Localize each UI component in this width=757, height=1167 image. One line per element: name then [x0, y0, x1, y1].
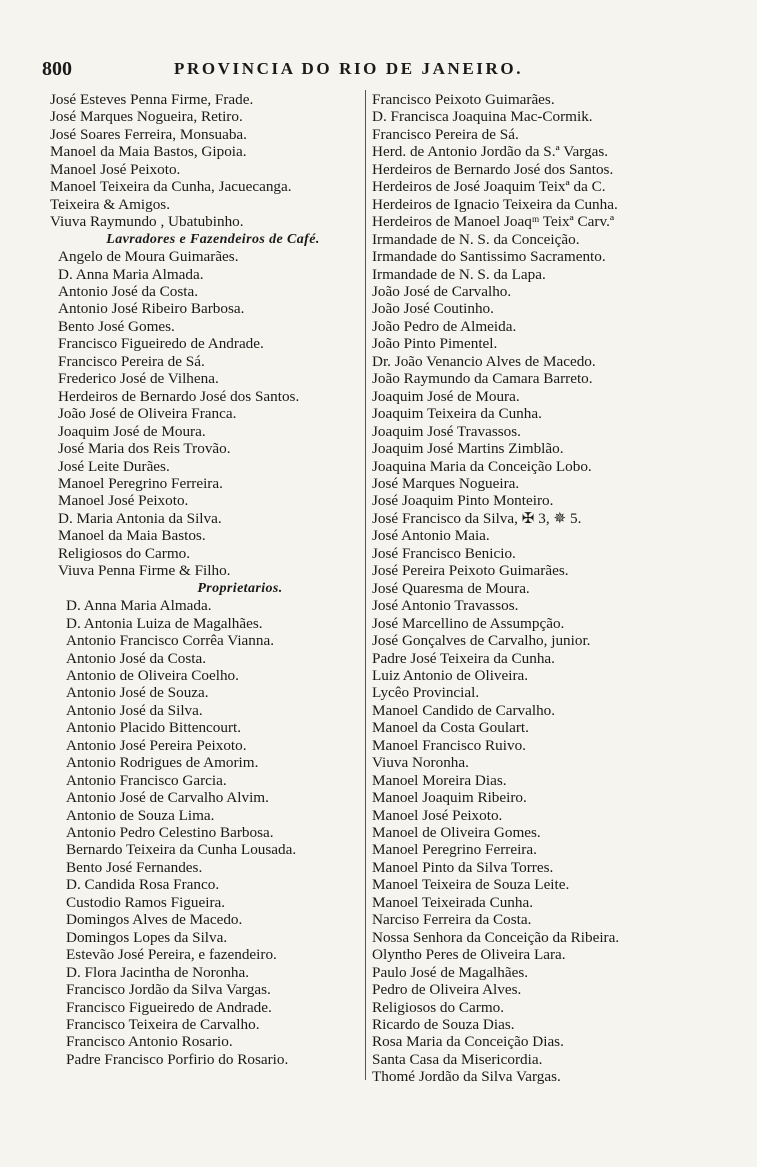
- proprietarios-continued-list: [372, 91, 702, 1086]
- list-entry: Herd. de Antonio Jordão da S.ª Vargas.: [372, 143, 609, 161]
- page-header: [42, 58, 552, 82]
- intro-list: [50, 91, 360, 231]
- section-title-lavradores: Lavradores e Fazendeiros de Café.: [106, 231, 320, 247]
- list-entry: José Marques Nogueira.: [372, 474, 520, 492]
- list-entry: Santa Casa da Misericordia.: [372, 1050, 543, 1068]
- list-entry: Herdeiros de José Joaquim Teixª da C.: [372, 178, 606, 196]
- list-entry: Manoel José Peixoto.: [58, 492, 189, 510]
- list-entry: Custodio Ramos Figueira.: [66, 893, 226, 911]
- list-entry: Francisco Peixoto Guimarães.: [372, 91, 555, 108]
- list-entry: Francisco Figueiredo de Andrade.: [58, 335, 264, 353]
- list-entry: Irmandade de N. S. da Conceição.: [372, 230, 580, 248]
- list-entry: Antonio Francisco Corrêa Vianna.: [66, 632, 275, 650]
- list-entry: D. Antonia Luiza de Magalhães.: [66, 614, 263, 632]
- list-entry: Thomé Jordão da Silva Vargas.: [372, 1068, 561, 1086]
- list-entry: José Maria dos Reis Trovão.: [58, 440, 231, 458]
- list-entry: Manoel Teixeira de Souza Leite.: [372, 876, 570, 894]
- list-entry: José Leite Durães.: [58, 457, 170, 475]
- list-entry: Antonio José de Carvalho Alvim.: [66, 789, 269, 807]
- list-entry: Nossa Senhora da Conceição da Ribeira.: [372, 928, 620, 946]
- list-entry: Manoel Joaquim Ribeiro.: [372, 789, 527, 807]
- proprietarios-list: [50, 597, 360, 1068]
- list-entry: D. Anna Maria Almada.: [66, 597, 212, 615]
- list-entry: Irmandade do Santissimo Sacramento.: [372, 248, 606, 266]
- list-entry: Manoel Peregrino Ferreira.: [372, 841, 537, 859]
- list-entry: Irmandade de N. S. da Lapa.: [372, 265, 546, 283]
- list-entry: Antonio Placido Bittencourt.: [66, 719, 242, 737]
- list-entry: Manoel de Oliveira Gomes.: [372, 824, 541, 842]
- list-entry: Francisco Antonio Rosario.: [66, 1033, 233, 1051]
- running-head-title: PROVINCIA DO RIO DE JANEIRO.: [174, 59, 524, 78]
- list-entry: Angelo de Moura Guimarães.: [58, 248, 239, 266]
- list-entry: José Pereira Peixoto Guimarães.: [372, 562, 569, 580]
- list-entry: D. Francisca Joaquina Mac-Cormik.: [372, 108, 593, 126]
- list-entry: Rosa Maria da Conceição Dias.: [372, 1033, 564, 1051]
- list-entry: Paulo José de Magalhães.: [372, 963, 529, 981]
- list-entry: João José Coutinho.: [372, 300, 494, 318]
- list-entry: João Raymundo da Camara Barreto.: [372, 370, 593, 388]
- list-entry: Antonio José da Costa.: [66, 649, 207, 667]
- list-entry: Manoel da Maia Bastos, Gipoia.: [50, 143, 247, 161]
- list-entry: João Pedro de Almeida.: [372, 317, 517, 335]
- list-entry: Antonio Rodrigues de Amorim.: [66, 754, 259, 772]
- list-entry: Antonio Pedro Celestino Barbosa.: [66, 824, 274, 842]
- list-entry: Herdeiros de Bernardo José dos Santos.: [372, 160, 614, 178]
- list-entry: José Marcellino de Assumpção.: [372, 614, 565, 632]
- list-entry: Joaquim José de Moura.: [372, 387, 520, 405]
- right-column: [372, 91, 702, 1086]
- list-entry: Viuva Noronha.: [372, 754, 469, 772]
- list-entry: João Pinto Pimentel.: [372, 335, 498, 353]
- column-divider: [365, 90, 366, 1080]
- list-entry: Antonio José Pereira Peixoto.: [66, 736, 247, 754]
- list-entry: José Joaquim Pinto Monteiro.: [372, 492, 554, 510]
- left-column: [50, 91, 360, 1068]
- list-entry: Manoel José Peixoto.: [50, 160, 181, 178]
- list-entry: Joaquim José Travassos.: [372, 422, 521, 440]
- list-entry: Manoel Teixeirada Cunha.: [372, 893, 534, 911]
- section-title-proprietarios: Proprietarios.: [197, 580, 283, 596]
- list-entry: Joaquim José Martins Zimblão.: [372, 440, 564, 458]
- list-entry: Antonio de Oliveira Coelho.: [66, 666, 239, 684]
- list-entry: José Marques Nogueira, Retiro.: [50, 108, 243, 126]
- list-entry: José Gonçalves de Carvalho, junior.: [372, 632, 591, 650]
- list-entry: Luiz Antonio de Oliveira.: [372, 666, 529, 684]
- list-entry: Francisco Pereira de Sá.: [372, 125, 519, 143]
- list-entry: Narciso Ferreira da Costa.: [372, 911, 532, 929]
- list-entry: Padre Francisco Porfirio do Rosario.: [66, 1050, 289, 1068]
- list-entry: José Soares Ferreira, Monsuaba.: [50, 125, 247, 143]
- list-entry: Padre José Teixeira da Cunha.: [372, 649, 555, 667]
- list-entry: Pedro de Oliveira Alves.: [372, 981, 522, 999]
- list-entry: Manoel da Costa Goulart.: [372, 719, 529, 737]
- list-entry: Manoel Pinto da Silva Torres.: [372, 858, 554, 876]
- list-entry: Religiosos do Carmo.: [372, 998, 505, 1016]
- list-entry: Herdeiros de Ignacio Teixeira da Cunha.: [372, 195, 618, 213]
- list-entry: Francisco Figueiredo de Andrade.: [66, 998, 272, 1016]
- list-entry: José Antonio Maia.: [372, 527, 490, 545]
- list-entry: Joaquim José de Moura.: [58, 422, 206, 440]
- list-entry: Lycêo Provincial.: [372, 684, 480, 702]
- list-entry: João José de Carvalho.: [372, 282, 512, 300]
- list-entry: D. Candida Rosa Franco.: [66, 876, 220, 894]
- list-entry: José Francisco da Silva, ✠ 3, ✵ 5.: [372, 509, 582, 527]
- list-entry: Olyntho Peres de Oliveira Lara.: [372, 946, 566, 964]
- list-entry: José Esteves Penna Firme, Frade.: [50, 91, 254, 108]
- list-entry: Francisco Jordão da Silva Vargas.: [66, 981, 271, 999]
- list-entry: Manoel da Maia Bastos.: [58, 527, 206, 545]
- list-entry: Antonio José da Costa.: [58, 282, 199, 300]
- list-entry: Francisco Teixeira de Carvalho.: [66, 1016, 260, 1034]
- list-entry: Bento José Fernandes.: [66, 858, 203, 876]
- list-entry: José Antonio Travassos.: [372, 597, 519, 615]
- list-entry: D. Maria Antonia da Silva.: [58, 509, 222, 527]
- list-entry: Antonio José Ribeiro Barbosa.: [58, 300, 245, 318]
- list-entry: D. Anna Maria Almada.: [58, 265, 204, 283]
- list-entry: Dr. João Venancio Alves de Macedo.: [372, 352, 596, 370]
- list-entry: Antonio de Souza Lima.: [66, 806, 215, 824]
- lavradores-list: [50, 248, 360, 580]
- list-entry: Viuva Penna Firme & Filho.: [58, 562, 231, 580]
- list-entry: Bernardo Teixeira da Cunha Lousada.: [66, 841, 297, 859]
- list-entry: Manoel Teixeira da Cunha, Jacuecanga.: [50, 178, 292, 196]
- list-entry: José Quaresma de Moura.: [372, 579, 530, 597]
- list-entry: Frederico José de Vilhena.: [58, 370, 219, 388]
- list-entry: D. Flora Jacintha de Noronha.: [66, 963, 250, 981]
- list-entry: Manoel Candido de Carvalho.: [372, 701, 556, 719]
- list-entry: Joaquim Teixeira da Cunha.: [372, 405, 542, 423]
- list-entry: Antonio José da Silva.: [66, 701, 203, 719]
- list-entry: Viuva Raymundo , Ubatubinho.: [50, 213, 244, 231]
- list-entry: Francisco Pereira de Sá.: [58, 352, 205, 370]
- list-entry: Manoel José Peixoto.: [372, 806, 503, 824]
- list-entry: Herdeiros de Bernardo José dos Santos.: [58, 387, 300, 405]
- list-entry: Ricardo de Souza Dias.: [372, 1016, 515, 1034]
- list-entry: Domingos Alves de Macedo.: [66, 911, 243, 929]
- list-entry: José Francisco Benicio.: [372, 544, 516, 562]
- list-entry: Antonio José de Souza.: [66, 684, 209, 702]
- list-entry: Manoel Moreira Dias.: [372, 771, 507, 789]
- list-entry: Joaquina Maria da Conceição Lobo.: [372, 457, 592, 475]
- list-entry: Manoel Peregrino Ferreira.: [58, 474, 223, 492]
- list-entry: Religiosos do Carmo.: [58, 544, 191, 562]
- list-entry: Estevão José Pereira, e fazendeiro.: [66, 946, 277, 964]
- page-number: 800: [42, 58, 72, 80]
- list-entry: Manoel Francisco Ruivo.: [372, 736, 526, 754]
- list-entry: João José de Oliveira Franca.: [58, 405, 237, 423]
- list-entry: Teixeira & Amigos.: [50, 195, 170, 213]
- list-entry: Bento José Gomes.: [58, 317, 175, 335]
- list-entry: Antonio Francisco Garcia.: [66, 771, 227, 789]
- list-entry: Domingos Lopes da Silva.: [66, 928, 228, 946]
- list-entry: Herdeiros de Manoel Joaqᵐ Teixª Carv.ª: [372, 213, 615, 231]
